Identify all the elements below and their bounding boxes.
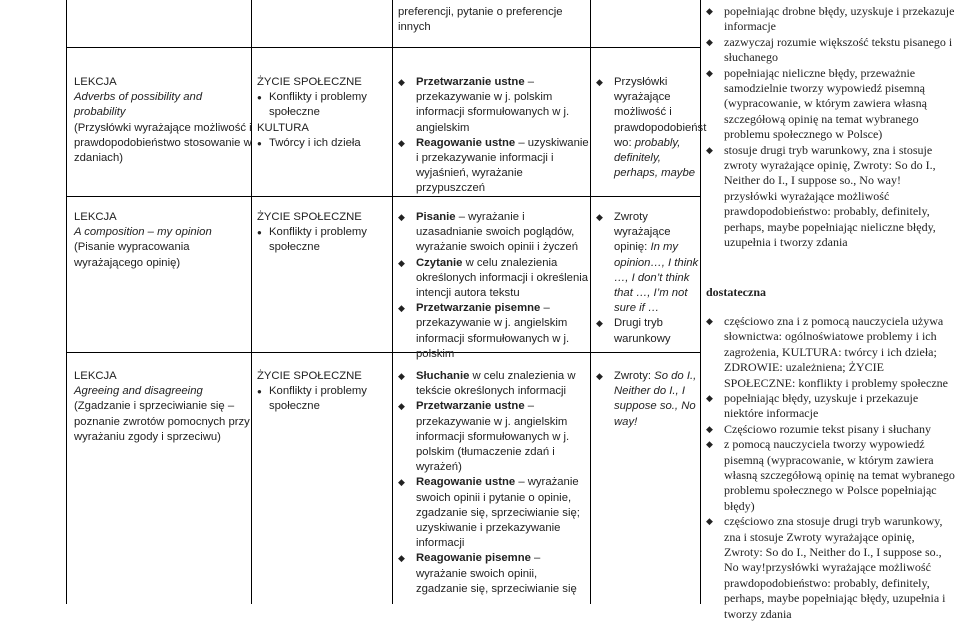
grammar-examples: probably, definitely, perhaps, maybe	[614, 136, 696, 180]
lesson-desc: (Zgadzanie i sprzeciwianie się – poznanie zwrotów pomocnych przy wyrażaniu zgody i sprzeciwu)	[74, 400, 250, 443]
grammar-item	[596, 210, 700, 316]
grammar-examples: So do I., Neither do I., I suppose so., No way!	[614, 370, 697, 428]
grammar-examples: In my opinion…, I think …, I don’t think that …, I’m not sure if …	[614, 241, 699, 315]
requirement-item: ◆ popełniając błędy, uzyskuje i przekazuje niektóre informacje	[706, 391, 956, 422]
topic-item: ● Konflikty i problemy społeczne	[257, 90, 392, 120]
lesson-3-grammar	[596, 369, 700, 430]
requirement-item: ◆ częściowo zna stosuje drugi tryb warunkowy, zna i stosuje Zwroty wyrażające opinię, Zwroty: So do I., Neither do I., I suppose so., No way!przysłówki wyrażające możliwość prawdopodobieństwo: probably, definitely, perhaps, maybe popełniając błędy, uzupełnia i tworzy zdania	[706, 514, 956, 622]
skill-desc: – przekazywanie w j. angielskim informacji sformułowanych w j. polskim	[416, 302, 570, 360]
requirement-item: ◆ popełniając nieliczne błędy, przeważnie samodzielnie tworzy wypowiedź pisemną (wypracowanie, w którym zawiera własną szczegółową opinię na temat wybranego problemu społecznego w Polsce)	[706, 66, 956, 143]
skill-item	[398, 256, 590, 302]
grammar-text: Przysłówki wyrażające możliwość i prawdopodobieńst wo:	[614, 76, 707, 149]
topic-heading: ŻYCIE SPOŁECZNE	[257, 211, 362, 223]
table-border	[66, 47, 700, 48]
skill-desc: – wyrażanie swoich opinii i pytanie o opinie, zgadzanie się, sprzeciwianie się; uzyskiwanie i przekazywanie informacji	[416, 476, 580, 550]
lesson-label: LEKCJA	[74, 370, 117, 382]
lesson-title: Adverbs of possibility and probability	[74, 91, 203, 119]
skill-name: Przetwarzanie pisemne	[416, 302, 541, 315]
topic-heading: ŻYCIE SPOŁECZNE	[257, 76, 362, 88]
skill-name: Czytanie	[416, 256, 463, 269]
lesson-2	[74, 210, 252, 271]
skill-name: Reagowanie ustne	[416, 476, 516, 489]
lesson-1	[74, 75, 252, 166]
table-border	[700, 0, 701, 604]
table-border	[392, 0, 393, 604]
lesson-1-grammar	[596, 75, 707, 181]
skill-desc: – wyrażanie i uzasadnianie swoich poglądów, wyrażanie swoich opinii i życzeń	[416, 211, 578, 254]
grade-requirements	[706, 4, 956, 622]
requirement-item: ◆ Częściowo rozumie tekst pisany i słuchany	[706, 422, 956, 437]
skill-desc: – uzyskiwanie i przekazywanie informacji i wyjaśnień, wyrażanie przypuszczeń	[416, 136, 589, 195]
skill-desc: – wyrażanie swoich opinii, zgadzanie się, sprzeciwianie się	[416, 552, 577, 595]
table-border	[66, 196, 700, 197]
skill-name: Pisanie	[416, 211, 456, 223]
lesson-label: LEKCJA	[74, 76, 117, 88]
topic-heading: KULTURA	[257, 121, 309, 134]
table-border	[66, 0, 67, 604]
requirement-item: ◆ stosuje drugi tryb warunkowy, zna i stosuje zwroty wyrażające opinię, Zwroty: So do I., Neither do I., I suppose so., No way! przysłówki wyrażające możliwość prawdopodobieństwo: probably, definitely, perhaps, maybe popełniając nieliczne błędy, uzupełnia i tworzy zdania	[706, 143, 956, 251]
lesson-2-topics	[257, 210, 392, 256]
requirement-item: ◆ z pomocą nauczyciela tworzy wypowiedź pisemną (wypracowanie, w którym zawiera własną szczegółową opinię na temat wybranego problemu społecznego w Polsce popełniając błędy)	[706, 437, 956, 514]
grade-requirements-b	[706, 314, 956, 622]
skill-item	[398, 210, 590, 256]
skill-item	[398, 75, 590, 136]
topic-item: ● Konflikty i problemy społeczne	[257, 384, 392, 414]
skill-item	[398, 369, 590, 399]
table-border	[66, 352, 700, 353]
skill-item	[398, 399, 590, 475]
row0-skills-continued: preferencji, pytanie o preferencje innych	[398, 6, 563, 34]
lesson-2-grammar	[596, 210, 700, 347]
skill-name: Przetwarzanie ustne	[416, 76, 525, 88]
grammar-item	[596, 369, 700, 430]
skill-item	[398, 475, 590, 551]
grammar-item: ◆ Drugi tryb warunkowy	[596, 316, 700, 346]
lesson-label: LEKCJA	[74, 211, 117, 223]
lesson-1-topics	[257, 75, 392, 151]
lesson-desc: (Przysłówki wyrażające możliwość i prawdopodobieństwo stosowanie w zdaniach)	[74, 121, 252, 165]
skill-desc: – przekazywanie w j. angielskim informacji sformułowanych w j. polskim (tłumaczenie zdań i wyrażeń)	[416, 400, 570, 474]
lesson-3	[74, 369, 252, 445]
skill-item	[398, 551, 590, 597]
skill-desc: w celu znalezienia w tekście określonych informacji	[416, 370, 576, 398]
lesson-desc: (Pisanie wypracowania wyrażającego opinię)	[74, 241, 190, 269]
lesson-2-skills	[398, 210, 590, 362]
requirement-item: ◆ częściowo zna i z pomocą nauczyciela używa słownictwa: ogólnoświatowe problemy i ich zagrożenia, KULTURA: twórcy i ich dzieła; ZDROWIE: uzależniena; ŻYCIE SPOŁECZNE: konflikty i problemy społeczne	[706, 314, 956, 391]
lesson-3-skills	[398, 369, 590, 597]
skill-name: Słuchanie	[416, 370, 470, 382]
lesson-title: A composition – my opinion	[74, 226, 212, 239]
skill-item	[398, 301, 590, 362]
lesson-title: Agreeing and disagreeing	[74, 385, 203, 398]
grammar-text: Zwroty wyrażające opinię:	[614, 211, 671, 254]
grammar-text: Zwroty:	[614, 370, 655, 382]
lesson-1-skills	[398, 75, 590, 197]
skill-desc: w celu znalezienia określonych informacji i określenia intencji autora tekstu	[416, 256, 589, 300]
skill-name: Reagowanie pisemne	[416, 552, 531, 565]
skill-item	[398, 136, 590, 197]
grade-heading: dostateczna	[706, 284, 766, 299]
skill-desc: – przekazywanie w j. polskim informacji sformułowanych w j. angielskim	[416, 76, 570, 134]
topic-item: ● Twórcy i ich dzieła	[257, 136, 392, 151]
skill-name: Reagowanie ustne	[416, 136, 516, 149]
lesson-3-topics	[257, 369, 392, 415]
requirement-item: ◆ zazwyczaj rozumie większość tekstu pisanego i słuchanego	[706, 35, 956, 66]
requirement-item: ◆ popełniając drobne błędy, uzyskuje i przekazuje informacje	[706, 4, 956, 35]
topic-heading: ŻYCIE SPOŁECZNE	[257, 370, 362, 382]
table-border	[590, 0, 591, 604]
topic-item: ● Konflikty i problemy społeczne	[257, 225, 392, 255]
grammar-item	[596, 75, 707, 181]
skill-name: Przetwarzanie ustne	[416, 400, 525, 413]
